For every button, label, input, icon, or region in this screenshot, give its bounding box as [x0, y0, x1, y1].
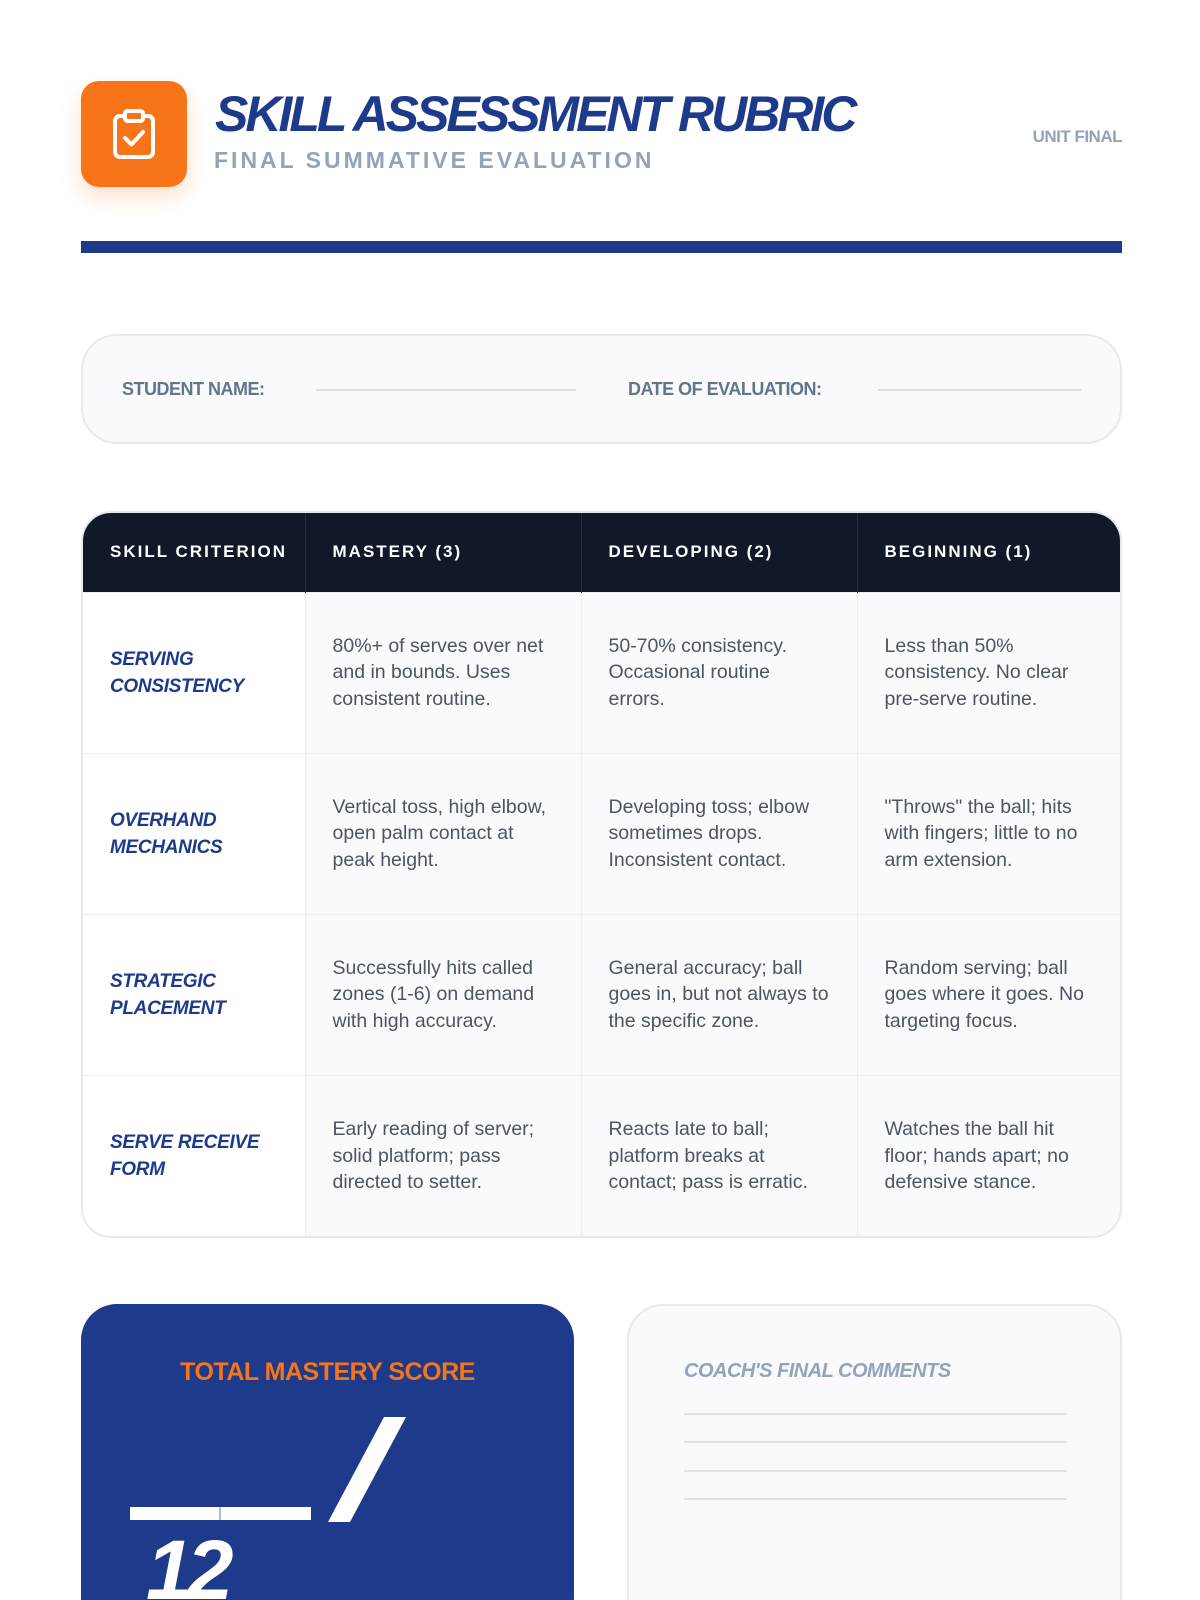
student-name-label: STUDENT NAME:: [122, 379, 265, 399]
header: [81, 81, 1122, 187]
developing-cell: Reacts late to ball; platform breaks at contact; pass is erratic.: [581, 1075, 857, 1236]
comments-panel: [627, 1304, 1122, 1600]
clipboard-check-icon: [112, 109, 156, 159]
table-row: [83, 592, 1120, 753]
beginning-cell: "Throws" the ball; hits with fingers; little to no arm extension.: [857, 753, 1120, 914]
developing-cell: 50-70% consistency. Occasional routine errors.: [581, 592, 857, 753]
developing-cell: General accuracy; ball goes in, but not always to the specific zone.: [581, 914, 857, 1075]
criterion-cell: SERVE RECEIVE FORM: [83, 1075, 305, 1236]
criterion-cell: OVERHAND MECHANICS: [83, 753, 305, 914]
criterion-cell: SERVING CONSISTENCY: [83, 592, 305, 753]
slash-glyph: [328, 1417, 408, 1527]
header-divider: [81, 241, 1122, 253]
comment-line[interactable]: [684, 1498, 1067, 1500]
mastery-cell: 80%+ of serves over net and in bounds. Uses consistent routine.: [305, 592, 581, 753]
page-subtitle: FINAL SUMMATIVE EVALUATION: [214, 147, 655, 173]
developing-cell: Developing toss; elbow sometimes drops. Inconsistent contact.: [581, 753, 857, 914]
comment-line[interactable]: [684, 1413, 1067, 1415]
date-field[interactable]: [878, 389, 1081, 391]
mastery-cell: Vertical toss, high elbow, open palm contact at peak height.: [305, 753, 581, 914]
unit-label: UNIT FINAL: [1032, 127, 1122, 146]
student-info-panel: [81, 334, 1122, 444]
rubric-header-row: [83, 513, 1120, 592]
score-input-blank[interactable]: [130, 1507, 311, 1520]
comment-line[interactable]: [684, 1441, 1067, 1443]
column-header-developing: DEVELOPING (2): [581, 513, 857, 592]
comment-line[interactable]: [684, 1470, 1067, 1472]
column-header-criterion: SKILL CRITERION: [83, 513, 305, 592]
comments-title: COACH'S FINAL COMMENTS: [684, 1360, 951, 1382]
table-row: [83, 914, 1120, 1075]
date-label: DATE OF EVALUATION:: [628, 379, 822, 399]
score-total: 12: [146, 1523, 228, 1600]
criterion-cell: STRATEGIC PLACEMENT: [83, 914, 305, 1075]
table-row: [83, 1075, 1120, 1236]
mastery-cell: Early reading of server; solid platform; pass directed to setter.: [305, 1075, 581, 1236]
column-header-beginning: BEGINNING (1): [857, 513, 1120, 592]
student-name-field[interactable]: [316, 389, 576, 391]
score-title: TOTAL MASTERY SCORE: [180, 1358, 475, 1386]
beginning-cell: Random serving; ball goes where it goes. No targeting focus.: [857, 914, 1120, 1075]
column-header-mastery: MASTERY (3): [305, 513, 581, 592]
page-title: SKILL ASSESSMENT RUBRIC: [215, 86, 855, 142]
mastery-cell: Successfully hits called zones (1-6) on demand with high accuracy.: [305, 914, 581, 1075]
logo-badge: [81, 81, 187, 187]
beginning-cell: Watches the ball hit floor; hands apart; no defensive stance.: [857, 1075, 1120, 1236]
rubric-table: [81, 511, 1122, 1238]
beginning-cell: Less than 50% consistency. No clear pre-serve routine.: [857, 592, 1120, 753]
table-row: [83, 753, 1120, 914]
score-card: [81, 1304, 574, 1600]
